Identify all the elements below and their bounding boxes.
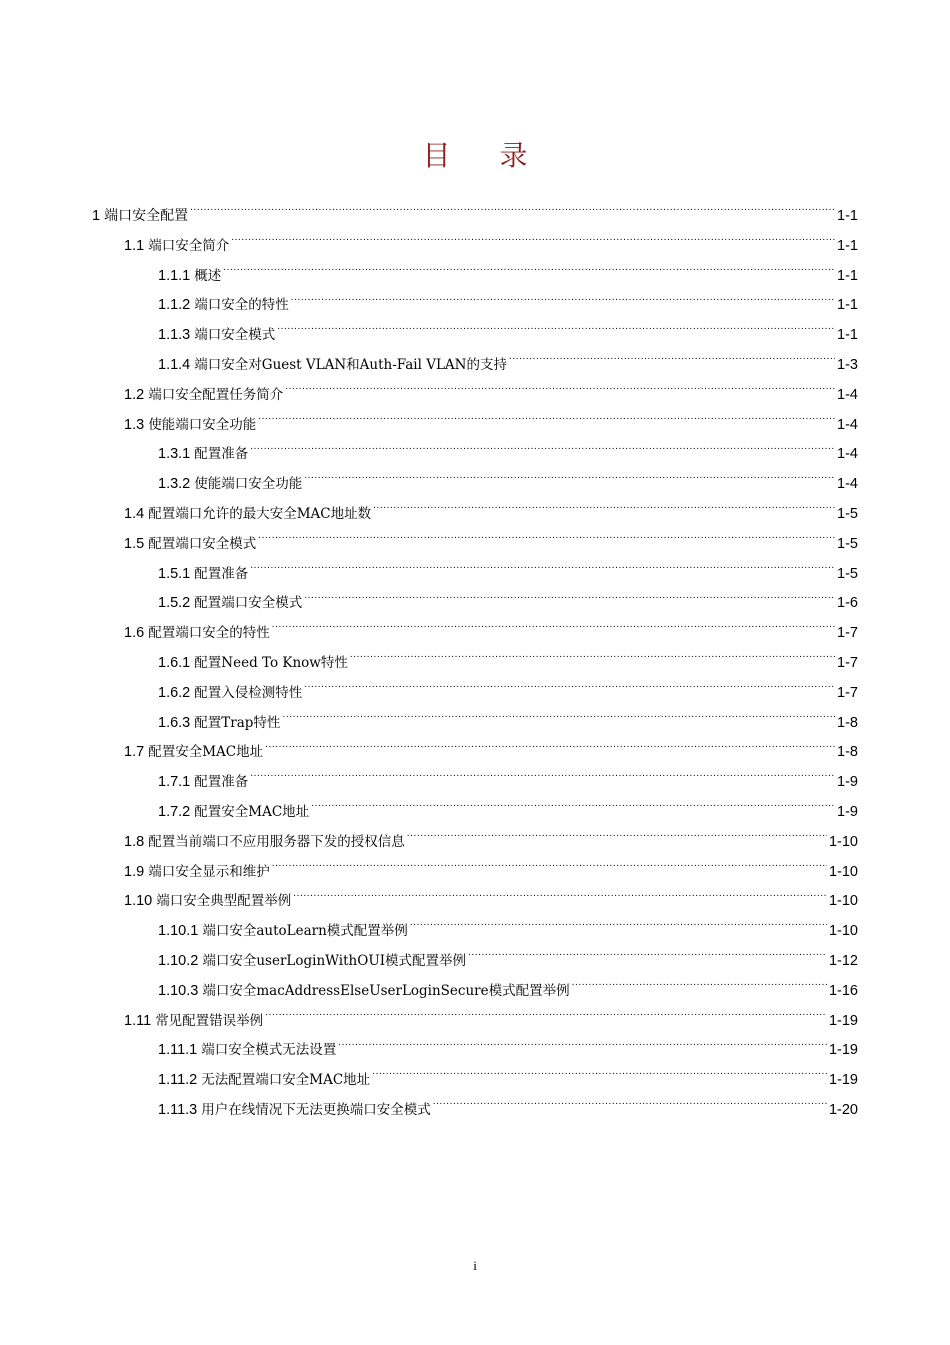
page-number: i [473, 1258, 477, 1273]
toc-entry-number: 1.1.2 [158, 297, 191, 314]
toc-entry[interactable] [92, 381, 858, 411]
dot-leader [231, 236, 835, 250]
dot-leader [285, 385, 835, 399]
toc-entry[interactable] [92, 679, 858, 709]
toc-entry-name: 配置端口安全模式 [194, 595, 303, 612]
table-of-contents [92, 202, 858, 1126]
dot-leader [407, 832, 827, 846]
toc-entry-name: 使能端口安全功能 [194, 476, 303, 493]
dot-leader [373, 504, 835, 518]
toc-entry-number: 1.1.3 [158, 327, 191, 344]
toc-entry-name: 配置入侵检测特性 [194, 684, 303, 701]
toc-entry-page: 1-9 [837, 774, 858, 791]
toc-entry-title [158, 560, 248, 590]
toc-entry-number: 1.6.1 [158, 654, 191, 671]
dot-leader [304, 593, 835, 607]
toc-entry-number: 1.11 [124, 1012, 152, 1029]
toc-entry-number: 1.6 [124, 625, 145, 642]
toc-entry-number: 1.5 [124, 535, 145, 552]
toc-entry-number: 1.5.2 [158, 595, 191, 612]
toc-entry-title [158, 440, 248, 470]
toc-entry[interactable] [92, 530, 858, 560]
toc-entry-number: 1 [92, 208, 101, 224]
toc-entry-name: 使能端口安全功能 [148, 416, 257, 433]
toc-entry-number: 1.11.1 [158, 1042, 198, 1059]
dot-leader [282, 713, 835, 727]
toc-entry[interactable] [92, 589, 858, 619]
toc-entry-title [124, 619, 270, 649]
toc-entry-number: 1.11.2 [158, 1072, 198, 1089]
toc-entry-title [158, 351, 507, 381]
toc-entry-name: 常见配置错误举例 [155, 1012, 264, 1029]
dot-leader [433, 1100, 827, 1114]
toc-entry-name: 端口安全模式 [194, 327, 276, 344]
toc-entry[interactable] [92, 649, 858, 679]
toc-entry[interactable] [92, 1036, 858, 1066]
toc-entry-page: 1-10 [828, 863, 858, 880]
toc-entry[interactable] [92, 1096, 858, 1126]
toc-entry[interactable] [92, 917, 858, 947]
toc-entry[interactable] [92, 619, 858, 649]
toc-entry-number: 1.4 [124, 505, 145, 522]
toc-entry-number: 1.8 [124, 833, 145, 850]
toc-entry-number: 1.5.1 [158, 565, 191, 582]
toc-entry-page: 1-5 [837, 535, 858, 552]
toc-entry-title [124, 232, 229, 262]
dot-leader [304, 683, 835, 697]
toc-entry[interactable] [92, 887, 858, 917]
toc-entry-title [124, 500, 371, 530]
toc-entry-name: 配置当前端口不应用服务器下发的授权信息 [148, 833, 405, 850]
toc-entry-page: 1-1 [837, 208, 858, 224]
toc-entry-name: 配置端口允许的最大安全MAC地址数 [148, 505, 372, 522]
toc-entry[interactable] [92, 262, 858, 292]
toc-entry[interactable] [92, 411, 858, 441]
toc-entry-name: 端口安全显示和维护 [148, 863, 270, 880]
toc-entry-page: 1-6 [837, 595, 858, 612]
dot-leader [304, 474, 835, 488]
toc-entry-page: 1-5 [837, 505, 858, 522]
toc-entry-page: 1-1 [837, 297, 858, 314]
toc-entry-page: 1-4 [837, 416, 858, 433]
toc-entry-name: 端口安全简介 [148, 237, 230, 254]
toc-entry-number: 1.1 [124, 237, 145, 254]
toc-entry-title [92, 202, 188, 232]
dot-leader [572, 981, 827, 995]
toc-entry-name: 端口安全配置 [104, 208, 189, 224]
dot-leader [223, 266, 835, 280]
toc-entry-title [158, 1036, 336, 1066]
toc-entry-title [158, 1066, 370, 1096]
toc-entry-number: 1.7.2 [158, 803, 191, 820]
toc-entry-title [124, 738, 263, 768]
dot-leader [250, 772, 835, 786]
toc-entry-page: 1-20 [828, 1101, 858, 1118]
toc-entry-number: 1.6.2 [158, 684, 191, 701]
toc-entry-page: 1-1 [837, 267, 858, 284]
toc-entry-name: 端口安全userLoginWithOUI模式配置举例 [202, 952, 467, 969]
toc-entry-number: 1.7 [124, 744, 145, 761]
toc-entry-title [158, 470, 302, 500]
toc-entry[interactable] [92, 858, 858, 888]
toc-entry-page: 1-10 [828, 923, 858, 940]
dot-leader [250, 564, 835, 578]
toc-entry-title [158, 947, 466, 977]
toc-entry[interactable] [92, 560, 858, 590]
toc-entry[interactable] [92, 470, 858, 500]
toc-entry-name: 配置安全MAC地址 [148, 744, 264, 761]
toc-entry-page: 1-19 [828, 1072, 858, 1089]
toc-entry-title [158, 291, 289, 321]
toc-entry-title [158, 768, 248, 798]
toc-entry-title [124, 381, 283, 411]
toc-entry-name: 端口安全autoLearn模式配置举例 [202, 923, 408, 940]
dot-leader [311, 802, 835, 816]
dot-leader [265, 742, 835, 756]
toc-entry-page: 1-5 [837, 565, 858, 582]
dot-leader [509, 355, 835, 369]
toc-entry-page: 1-4 [837, 386, 858, 403]
toc-entry-number: 1.10.2 [158, 952, 199, 969]
dot-leader [277, 325, 835, 339]
toc-entry[interactable] [92, 202, 858, 232]
dot-leader [350, 653, 835, 667]
dot-leader [372, 1070, 827, 1084]
toc-entry[interactable] [92, 232, 858, 262]
toc-entry-title [124, 887, 291, 917]
toc-entry-number: 1.10 [124, 893, 153, 910]
toc-entry-name: 端口安全macAddressElseUserLoginSecure模式配置举例 [202, 982, 570, 999]
toc-entry-page: 1-7 [837, 684, 858, 701]
toc-entry-page: 1-9 [837, 803, 858, 820]
toc-entry-name: 配置准备 [194, 446, 249, 463]
toc-entry-number: 1.2 [124, 386, 145, 403]
dot-leader [410, 921, 827, 935]
toc-entry[interactable] [92, 828, 858, 858]
toc-entry-name: 配置安全MAC地址 [194, 803, 310, 820]
toc-entry-title [158, 977, 570, 1007]
toc-entry-name: 端口安全的特性 [194, 297, 289, 314]
toc-entry-title [124, 530, 256, 560]
toc-entry-page: 1-16 [828, 982, 858, 999]
dot-leader [272, 623, 835, 637]
toc-entry[interactable] [92, 738, 858, 768]
toc-entry-page: 1-8 [837, 744, 858, 761]
toc-entry[interactable] [92, 977, 858, 1007]
toc-entry-name: 配置端口安全模式 [148, 535, 257, 552]
toc-entry-number: 1.3 [124, 416, 145, 433]
toc-entry-page: 1-7 [837, 654, 858, 671]
toc-entry-number: 1.7.1 [158, 774, 191, 791]
toc-entry-number: 1.10.1 [158, 923, 199, 940]
toc-entry-name: 配置端口安全的特性 [148, 625, 270, 642]
toc-entry-number: 1.9 [124, 863, 145, 880]
toc-entry-number: 1.3.1 [158, 446, 191, 463]
toc-entry-page: 1-1 [837, 237, 858, 254]
toc-entry-title [158, 798, 309, 828]
toc-entry[interactable] [92, 440, 858, 470]
toc-entry-page: 1-1 [837, 327, 858, 344]
toc-entry[interactable] [92, 321, 858, 351]
toc-entry[interactable] [92, 798, 858, 828]
toc-entry-name: 端口安全对Guest VLAN和Auth-Fail VLAN的支持 [194, 356, 507, 373]
toc-entry-page: 1-3 [837, 356, 858, 373]
toc-entry-title [158, 1096, 431, 1126]
toc-entry-page: 1-8 [837, 714, 858, 731]
toc-entry-number: 1.11.3 [158, 1101, 198, 1118]
toc-entry-name: 配置准备 [194, 565, 249, 582]
toc-entry-title [158, 917, 408, 947]
toc-entry-name: 端口安全模式无法设置 [201, 1042, 337, 1059]
toc-entry-name: 配置Trap特性 [194, 714, 281, 731]
toc-entry[interactable] [92, 1066, 858, 1096]
toc-entry-title [158, 649, 348, 679]
toc-entry-page: 1-4 [837, 476, 858, 493]
dot-leader [258, 534, 835, 548]
page-title: 目 录 [422, 139, 548, 172]
dot-leader [258, 415, 835, 429]
toc-entry-page: 1-19 [828, 1042, 858, 1059]
toc-entry-number: 1.3.2 [158, 476, 191, 493]
toc-entry-name: 端口安全典型配置举例 [156, 893, 292, 910]
toc-entry-page: 1-4 [837, 446, 858, 463]
toc-entry-number: 1.10.3 [158, 982, 199, 999]
toc-entry-name: 配置准备 [194, 774, 249, 791]
toc-entry-page: 1-7 [837, 625, 858, 642]
toc-entry-title [124, 411, 256, 441]
toc-entry-name: 端口安全配置任务简介 [148, 386, 284, 403]
toc-entry-name: 无法配置端口安全MAC地址 [201, 1072, 371, 1089]
toc-entry[interactable] [92, 1007, 858, 1037]
dot-leader [250, 444, 835, 458]
toc-entry-title [158, 709, 280, 739]
toc-entry-page: 1-12 [828, 952, 858, 969]
dot-leader [338, 1040, 827, 1054]
toc-entry-title [158, 589, 302, 619]
toc-entry-title [124, 858, 270, 888]
toc-entry-page: 1-10 [828, 833, 858, 850]
dot-leader [291, 295, 835, 309]
toc-entry[interactable] [92, 351, 858, 381]
toc-entry-number: 1.1.4 [158, 356, 191, 373]
toc-entry[interactable] [92, 768, 858, 798]
toc-entry-title [124, 1007, 263, 1037]
dot-leader [293, 891, 827, 905]
toc-entry-title [158, 262, 221, 292]
toc-entry-title [158, 679, 302, 709]
dot-leader [468, 951, 827, 965]
toc-entry-name: 配置Need To Know特性 [194, 654, 348, 671]
toc-entry-name: 概述 [194, 267, 222, 284]
toc-entry-name: 用户在线情况下无法更换端口安全模式 [201, 1101, 431, 1118]
toc-entry-title [158, 321, 275, 351]
toc-entry-title [124, 828, 405, 858]
dot-leader [272, 862, 827, 876]
toc-entry-page: 1-19 [828, 1012, 858, 1029]
toc-entry-number: 1.6.3 [158, 714, 191, 731]
toc-entry[interactable] [92, 500, 858, 530]
toc-entry[interactable] [92, 291, 858, 321]
toc-entry-page: 1-10 [828, 893, 858, 910]
toc-entry[interactable] [92, 947, 858, 977]
dot-leader [265, 1011, 827, 1025]
dot-leader [190, 206, 835, 220]
toc-entry[interactable] [92, 709, 858, 739]
toc-entry-number: 1.1.1 [158, 267, 191, 284]
